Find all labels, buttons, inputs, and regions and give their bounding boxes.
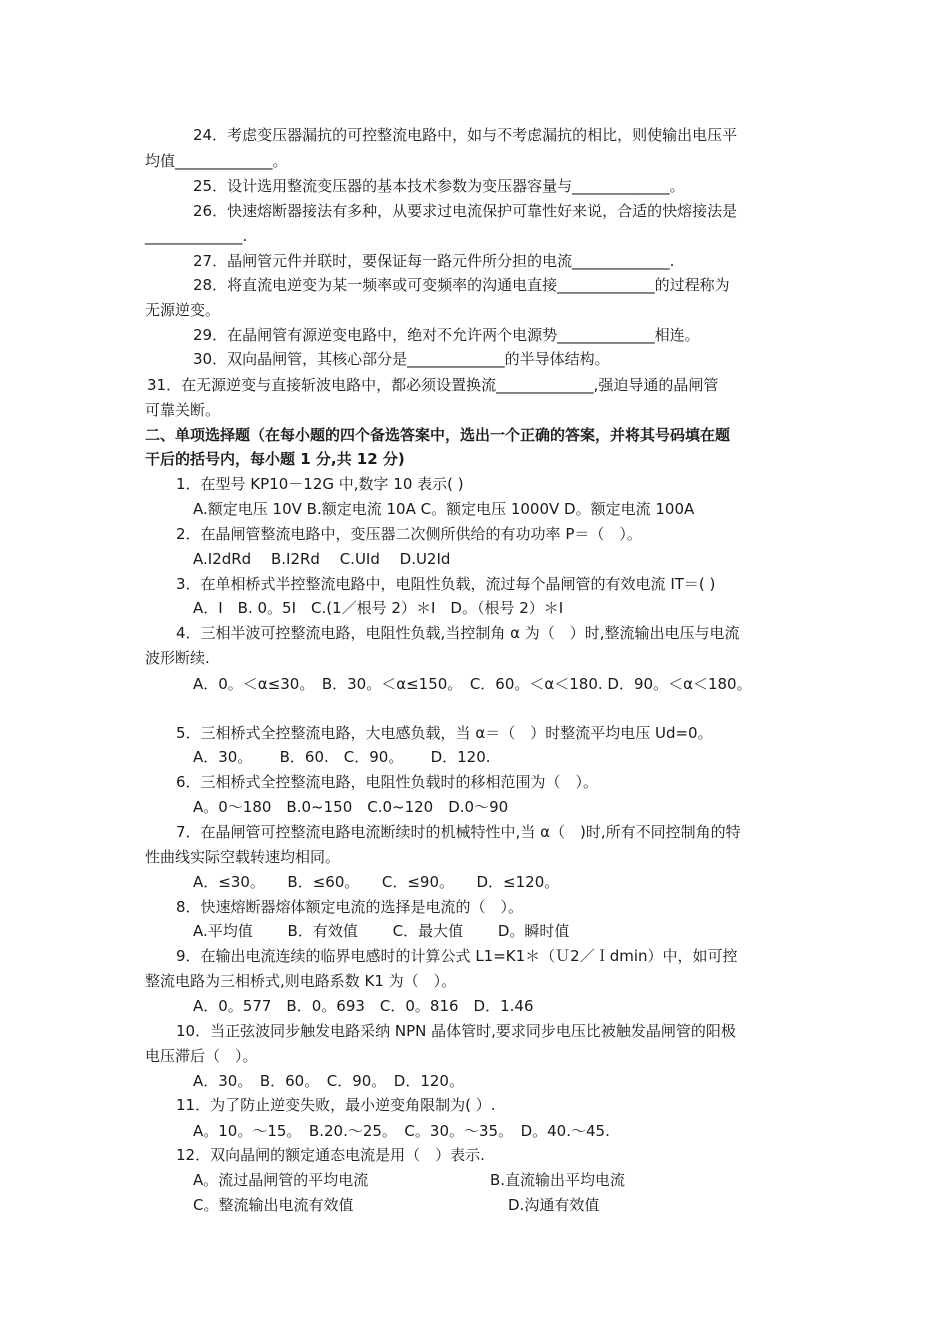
- mc-options-11: A。10。～15。 B.20.～25。 C。30。～35。 D。40.～45.: [193, 1122, 610, 1140]
- question-24: 24．考虑变压器漏抗的可控整流电路中，如与不考虑漏抗的相比，则使输出电压平: [193, 126, 738, 144]
- question-31: 31．在无源逆变与直接斩波电路中，都必须设置换流_____________,强迫导通的晶闸管: [147, 376, 719, 394]
- question-24-cont: 均值_____________。: [145, 152, 288, 170]
- mc-options-8: A.平均值 B．有效值 C．最大值 D。瞬时值: [193, 922, 570, 940]
- mc-question-10: 10．当正弦波同步触发电路采纳 NPN 晶体管时,要求同步电压比被触发晶闸管的阳极: [176, 1022, 736, 1040]
- mc-option-12a: A。流过晶闸管的平均电流: [193, 1171, 369, 1189]
- mc-options-1: A.额定电压 10V B.额定电流 10A C。额定电压 1000V D。额定电流 100A: [193, 500, 695, 518]
- mc-options-2: A.I2dRd B.I2Rd C.UId D.U2Id: [193, 550, 451, 568]
- mc-option-12d: D.沟通有效值: [508, 1196, 600, 1214]
- mc-question-8: 8．快速熔断器熔体额定电流的选择是电流的（ ）。: [176, 898, 524, 916]
- mc-option-12b: B.直流输出平均电流: [490, 1171, 626, 1189]
- mc-options-6: A。0～180 B.0~150 C.0~120 D.0～90: [193, 798, 509, 816]
- mc-question-12: 12．双向晶闸的额定通态电流是用（ ）表示.: [176, 1146, 485, 1164]
- mc-question-1: 1．在型号 KP10－12G 中,数字 10 表示( ): [176, 475, 464, 493]
- mc-options-4: A．0。＜α≤30。 B．30。＜α≤150。 C．60。＜α＜180. D．90。＜α＜180。: [193, 675, 752, 693]
- mc-question-5: 5．三相桥式全控整流电路，大电感负载，当 α＝（ ）时整流平均电压 Ud=0。: [176, 724, 713, 742]
- mc-question-9-cont: 整流电路为三相桥式,则电路系数 K1 为（ ）。: [145, 972, 457, 990]
- question-27: 27．晶闸管元件并联时，要保证每一路元件所分担的电流_____________.: [193, 252, 675, 270]
- mc-question-3: 3．在单相桥式半控整流电路中，电阻性负载，流过每个晶闸管的有效电流 IT＝( ): [176, 575, 716, 593]
- mc-options-9: A．0。577 B．0。693 C．0。816 D．1.46: [193, 997, 534, 1015]
- mc-options-3: A．I B. 0。5I C.(1／根号 2）＊I D。（根号 2）＊I: [193, 599, 564, 617]
- mc-question-4-cont: 波形断续.: [145, 649, 210, 667]
- question-26-cont: _____________.: [145, 227, 248, 245]
- mc-options-10: A．30。 B．60。 C．90。 D．120。: [193, 1072, 464, 1090]
- mc-question-9: 9．在输出电流连续的临界电感时的计算公式 L1=K1＊（Ｕ2／Ｉdmin）中，如可控: [176, 947, 738, 965]
- section-heading-cont: 干后的括号内，每小题 1 分,共 12 分): [145, 450, 405, 468]
- mc-options-7: A．≤30。 B．≤60。 C．≤90。 D．≤120。: [193, 873, 560, 891]
- question-30: 30．双向晶闸管，其核心部分是_____________的半导体结构。: [193, 350, 610, 368]
- question-26: 26．快速熔断器接法有多种，从要求过电流保护可靠性好来说，合适的快熔接法是: [193, 202, 738, 220]
- question-25: 25．设计选用整流变压器的基本技术参数为变压器容量与_____________。: [193, 177, 685, 195]
- mc-option-12c: C。整流输出电流有效值: [193, 1196, 354, 1214]
- mc-question-6: 6．三相桥式全控整流电路，电阻性负载时的移相范围为（ ）。: [176, 773, 599, 791]
- mc-question-7-cont: 性曲线实际空载转速均相同。: [145, 848, 341, 866]
- mc-options-5: A．30。 B．60. C．90。 D．120.: [193, 748, 491, 766]
- mc-question-2: 2．在晶闸管整流电路中，变压器二次侧所供给的有功功率 P＝（ ）。: [176, 525, 642, 543]
- section-heading: 二、单项选择题（在每小题的四个备选答案中，选出一个正确的答案，并将其号码填在题: [145, 426, 731, 444]
- question-31-cont: 可靠关断。: [145, 401, 221, 419]
- question-29: 29．在晶闸管有源逆变电路中，绝对不允许两个电源势_____________相连。: [193, 326, 700, 344]
- question-28: 28．将直流电逆变为某一频率或可变频率的沟通电直接_____________的过程称为: [193, 276, 730, 294]
- mc-question-10-cont: 电压滞后（ ）。: [145, 1047, 258, 1065]
- mc-question-4: 4．三相半波可控整流电路，电阻性负载,当控制角 α 为（ ）时,整流输出电压与电流: [176, 624, 740, 642]
- mc-question-11: 11．为了防止逆变失败，最小逆变角限制为( ）.: [176, 1096, 496, 1114]
- mc-question-7: 7．在晶闸管可控整流电路电流断续时的机械特性中,当 α（ )时,所有不同控制角的特: [176, 823, 741, 841]
- question-28-cont: 无源逆变。: [145, 301, 221, 319]
